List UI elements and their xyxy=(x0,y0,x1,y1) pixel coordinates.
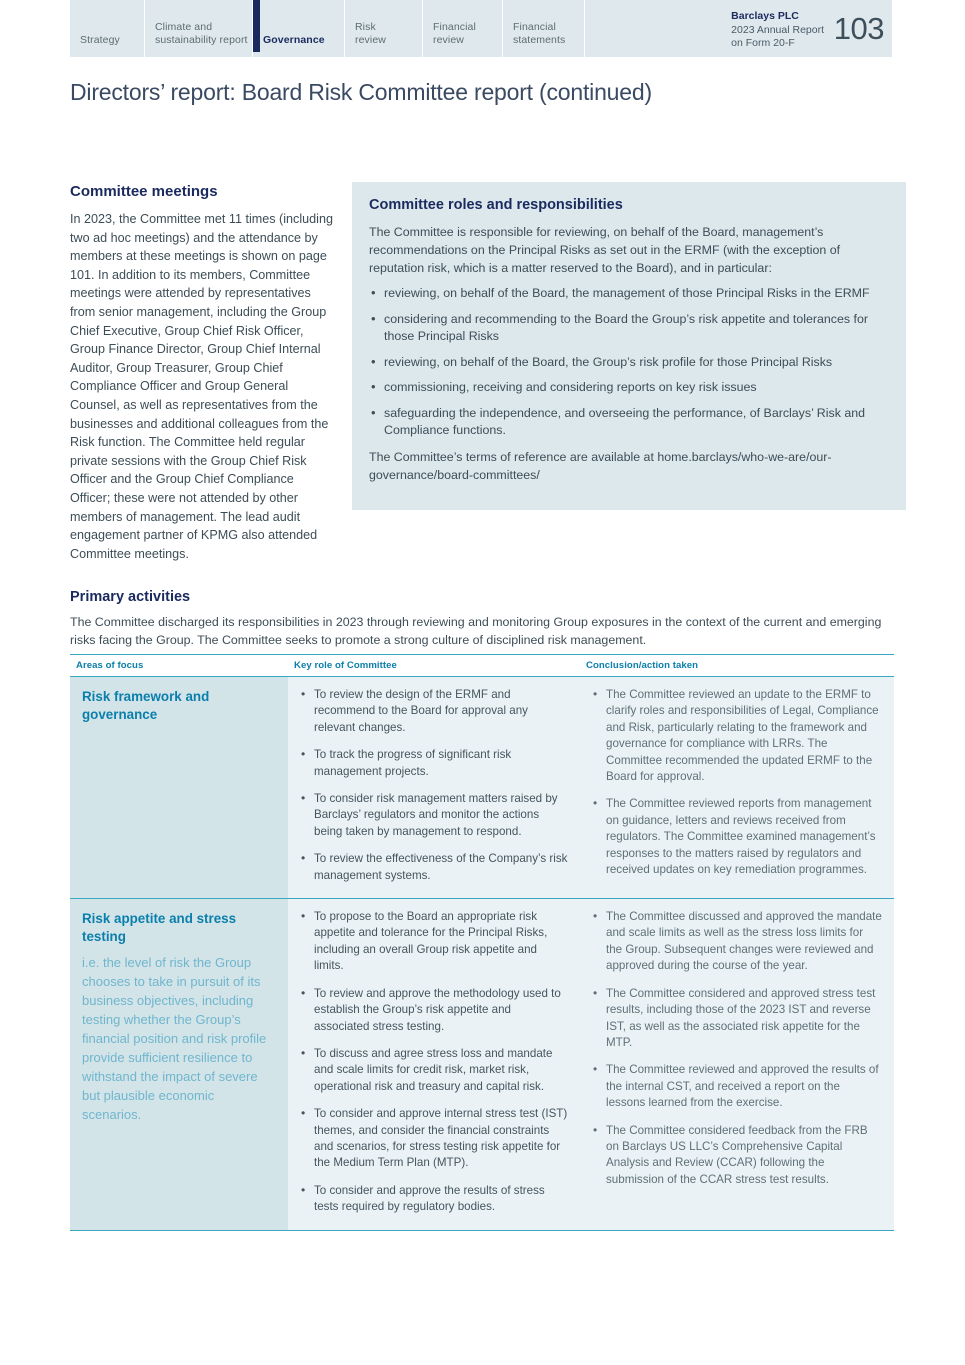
committee-roles-footer: The Committee’s terms of reference are available at home.barclays/who-we-are/our-governance/board-committees/ xyxy=(369,449,832,482)
column-header-key-role: Key role of Committee xyxy=(288,655,580,677)
nav-tab-climate-sustainability-report[interactable] xyxy=(145,0,253,57)
list-item: • commissioning, receiving and considering reports on key risk issues xyxy=(369,379,889,397)
conclusion-list xyxy=(592,909,882,1188)
list-item: • To review and approve the methodology used to establish the Group’s risk appetite and associated stress testing. xyxy=(300,986,568,1035)
table-cell-key-role xyxy=(288,899,580,1231)
table-cell-areas-of-focus xyxy=(70,899,288,1231)
nav-tab-finstatements-label-line1: Financial xyxy=(513,21,556,33)
table-cell-conclusion xyxy=(580,899,894,1231)
nav-tab-governance[interactable] xyxy=(253,0,345,57)
nav-tab-financial-review[interactable] xyxy=(423,0,503,57)
nav-tab-strategy-label: Strategy xyxy=(80,34,120,46)
active-tab-marker xyxy=(253,0,260,52)
committee-roles-list xyxy=(369,285,889,440)
committee-roles-heading: Committee roles and responsibilities xyxy=(369,197,623,213)
committee-meetings-section xyxy=(70,182,335,563)
nav-tab-climate-label xyxy=(155,21,248,47)
report-identification xyxy=(731,10,824,51)
list-item: • reviewing, on behalf of the Board, the management of those Principal Risks in the ERMF xyxy=(369,285,889,303)
list-item: • reviewing, on behalf of the Board, the Group’s risk profile for those Principal Risks xyxy=(369,354,889,372)
focus-subtext: i.e. the level of risk the Group chooses to take in pursuit of its business objectives, including testing whether the Group’s financial position and risk profile provide sufficient resilience to withstand the impact of severe but plausible economic scenarios. xyxy=(82,955,267,1123)
list-item: • To consider and approve the results of stress tests required by regulatory bodies. xyxy=(300,1183,568,1216)
nav-tab-risk-label xyxy=(355,21,386,47)
primary-activities-table xyxy=(70,654,894,1231)
focus-title: Risk framework and governance xyxy=(82,689,210,722)
table-row xyxy=(70,899,894,1231)
nav-tab-finstatements-label-line2: statements xyxy=(513,34,566,46)
header-navigation xyxy=(70,0,892,57)
company-name: Barclays PLC xyxy=(731,10,799,22)
nav-tab-financial-review-label xyxy=(433,21,476,47)
list-item: • The Committee discussed and approved the mandate and scale limits as well as the stress loss limits for the Group. Subsequent changes were reviewed and approved during the course of the year. xyxy=(592,909,882,975)
list-item: • The Committee considered feedback from the FRB on Barclays US LLC’s Comprehensive Capital Analysis and Review (CCAR) following the submission of the CCAR stress test results. xyxy=(592,1123,882,1189)
primary-activities-heading: Primary activities xyxy=(70,589,191,605)
key-role-list xyxy=(300,687,568,884)
committee-roles-intro: The Committee is responsible for reviewing, on behalf of the Board, management’s recommendations on the Principal Risks as set out in the ERMF (with the exception of reputation risk, which is a matter reserved to the Board), and in particular: xyxy=(369,225,841,275)
nav-tab-climate-label-line1: Climate and xyxy=(155,21,213,33)
table-cell-key-role xyxy=(288,677,580,899)
nav-tab-climate-label-line2: sustainability report xyxy=(155,34,248,46)
list-item: • To review the design of the ERMF and recommend to the Board for approval any relevant changes. xyxy=(300,687,568,736)
column-header-conclusion: Conclusion/action taken xyxy=(580,655,894,677)
primary-activities-intro: The Committee discharged its responsibilities in 2023 through reviewing and monitoring Group exposures in the context of the current and emerging risks facing the Group. The Committee seeks to promote a strong culture of disciplined risk management. xyxy=(70,615,882,647)
page-number: 103 xyxy=(833,11,884,46)
nav-tab-finreview-label-line1: Financial xyxy=(433,21,476,33)
list-item: • To discuss and agree stress loss and mandate and scale limits for credit risk, market risk, operational risk and treasury and capital risk. xyxy=(300,1046,568,1095)
nav-tab-strategy[interactable] xyxy=(70,0,145,57)
committee-meetings-body: In 2023, the Committee met 11 times (including two ad hoc meetings) and the attendance by members at these meetings is shown on page 101. In addition to its members, Committee meetings were attended by representatives from senior management, including the Group Chief Executive, Group Chief Risk Officer, Group Finance Director, Group Chief Internal Auditor, Group Treasurer, Group Chief Compliance Officer and Group General Counsel, as well as representatives from the businesses and additional colleagues from the Risk function. The Committee held regular private sessions with the Group Chief Risk Officer and the Group Chief Compliance Officer; these were not attended by other members of management. The lead audit engagement partner of KPMG also attended Committee meetings. xyxy=(70,212,333,561)
nav-tab-financial-statements-label xyxy=(513,21,565,47)
list-item: • To track the progress of significant risk management projects. xyxy=(300,747,568,780)
list-item: • The Committee reviewed an update to the ERMF to clarify roles and responsibilities of Legal, Compliance and Risk, particularly relating to the framework and governance for compliance with LRRs. The Committee recommended the updated ERMF to the Board for approval. xyxy=(592,687,882,785)
table-row xyxy=(70,677,894,899)
list-item: • To consider and approve internal stress test (IST) themes, and consider the financial constraints and scenarios, for stress testing risk appetite for the Medium Term Plan (MTP). xyxy=(300,1106,568,1172)
committee-roles-panel xyxy=(352,182,906,510)
key-role-list xyxy=(300,909,568,1216)
nav-tab-risk-label-line2: review xyxy=(355,34,386,46)
focus-title: Risk appetite and stress testing xyxy=(82,911,237,945)
committee-meetings-heading: Committee meetings xyxy=(70,183,218,200)
list-item: • To consider risk management matters raised by Barclays’ regulators and monitor the actions being taken by management to respond. xyxy=(300,791,568,840)
table-cell-areas-of-focus xyxy=(70,677,288,899)
nav-tab-finreview-label-line2: review xyxy=(433,34,464,46)
table-cell-conclusion xyxy=(580,677,894,899)
nav-tab-financial-statements[interactable] xyxy=(503,0,585,57)
report-title-line1: 2023 Annual Report xyxy=(731,23,824,36)
column-header-areas-of-focus: Areas of focus xyxy=(70,655,288,677)
list-item: • To propose to the Board an appropriate risk appetite and tolerance for the Principal Risks, including an overall Group risk appetite and limits. xyxy=(300,909,568,975)
nav-tab-governance-label: Governance xyxy=(263,34,325,46)
report-title-line2: on Form 20-F xyxy=(731,37,795,49)
table-header-row xyxy=(70,655,894,677)
list-item: • The Committee considered and approved stress test results, including those of the 2023 IST and reverse IST, as well as the associated risk appetite for the MTP. xyxy=(592,986,882,1052)
list-item: • considering and recommending to the Board the Group’s risk appetite and tolerances for those Principal Risks xyxy=(369,311,889,346)
page-title: Directors’ report: Board Risk Committee report (continued) xyxy=(70,79,652,106)
conclusion-list xyxy=(592,687,882,878)
list-item: • To review the effectiveness of the Company’s risk management systems. xyxy=(300,851,568,884)
list-item: • The Committee reviewed reports from management on guidance, letters and reviews received from regulators. The Committee examined management’s responses to the matters raised by regulators and received updates on key remediation programmes. xyxy=(592,796,882,878)
list-item: • safeguarding the independence, and overseeing the performance, of Barclays’ Risk and Compliance functions. xyxy=(369,405,889,440)
nav-tab-risk-label-line1: Risk xyxy=(355,21,376,33)
list-item: • The Committee reviewed and approved the results of the internal CST, and received a report on the lessons learned from the exercise. xyxy=(592,1062,882,1111)
primary-activities-section xyxy=(70,588,894,649)
nav-tab-risk-review[interactable] xyxy=(345,0,423,57)
